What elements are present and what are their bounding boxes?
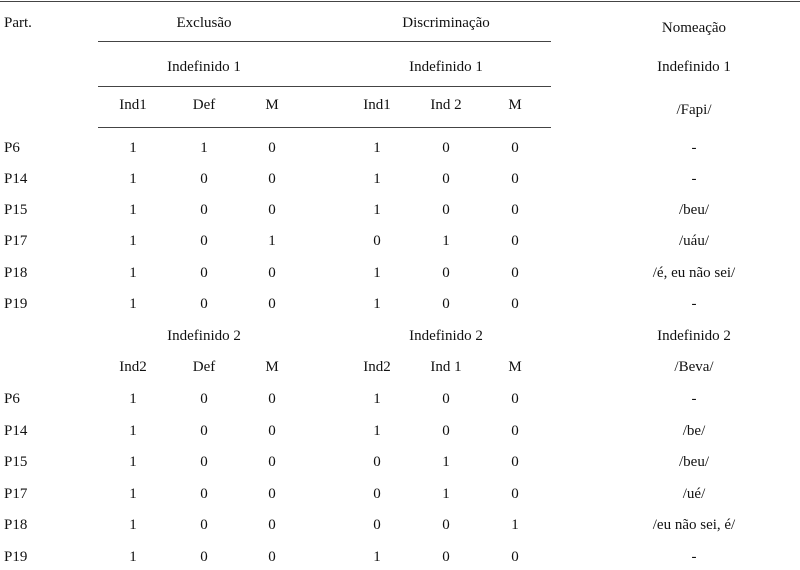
table-cell: 0 [268,517,276,533]
table-cell: 0 [442,202,450,218]
block1-col-header: M [265,97,279,113]
table-cell: 1 [129,391,137,407]
table-cell: 0 [442,391,450,407]
block1-col-header: Ind 2 [430,97,462,113]
table-cell: 0 [511,454,519,470]
table-row-participant: P15 [4,202,28,218]
table-cell: 0 [268,265,276,281]
table-cell: 1 [268,233,276,249]
table-cell: 0 [442,423,450,439]
table-cell: 1 [129,265,137,281]
block2-col-header: Ind2 [119,359,147,375]
table-cell: 0 [268,549,276,565]
block1-col-header: M [508,97,522,113]
block2-col-header: Ind 1 [430,359,462,375]
table-cell: 1 [442,486,450,502]
table-cell: 0 [268,140,276,156]
table-cell: 1 [373,296,381,312]
table-cell: 0 [200,233,208,249]
table-cell: 1 [129,140,137,156]
table-row-participant: P15 [4,454,28,470]
table-cell: 0 [268,486,276,502]
table-cell: 0 [268,454,276,470]
table-cell: 0 [200,486,208,502]
table-cell: 0 [511,486,519,502]
table-cell-naming: /be/ [682,423,706,439]
table-cell: 0 [511,265,519,281]
table-cell: 0 [200,423,208,439]
header-naming: Nomeação [661,20,727,36]
table-cell-naming: /beu/ [679,454,709,470]
table-cell: 1 [511,517,519,533]
table-cell: 1 [129,202,137,218]
block1-colheader-rule [98,127,551,128]
header-discrimination: Discriminação [402,15,490,31]
table-cell: 0 [511,391,519,407]
table-cell: 0 [442,549,450,565]
table-cell: 0 [442,140,450,156]
table-cell: 0 [200,549,208,565]
table-cell: 0 [200,391,208,407]
table-cell: 1 [373,140,381,156]
table-cell: 1 [442,233,450,249]
block1-discrimination-title: Indefinido 1 [409,59,483,75]
table-cell: 1 [373,202,381,218]
table-cell: 0 [268,423,276,439]
table-cell: 0 [200,454,208,470]
block2-col-header: M [508,359,522,375]
table-cell: 1 [442,454,450,470]
table-cell-naming: /ué/ [682,486,706,502]
table-cell: 0 [373,454,381,470]
header-participant: Part. [4,15,32,31]
block2-col-header: Ind2 [363,359,391,375]
table-cell: 0 [442,517,450,533]
table-cell-naming: /eu não sei, é/ [652,517,736,533]
table-cell-naming: - [691,140,697,156]
table-cell: 0 [373,486,381,502]
block1-col-header: Ind1 [119,97,147,113]
table-cell: 1 [129,171,137,187]
table-cell: 0 [200,202,208,218]
table-cell-naming: - [691,549,697,565]
table-cell: 0 [511,202,519,218]
block1-title-rule [98,86,551,87]
table-cell: 0 [442,265,450,281]
table-cell: 0 [268,296,276,312]
table-row-participant: P17 [4,233,28,249]
table-cell: 0 [442,296,450,312]
table-cell: 0 [200,517,208,533]
table-cell: 1 [373,171,381,187]
table-cell-naming: - [691,296,697,312]
table-row-participant: P18 [4,265,28,281]
table-cell: 0 [511,233,519,249]
block1-col-header: Def [192,97,216,113]
block1-col-header: Ind1 [363,97,391,113]
table-row-participant: P19 [4,296,28,312]
table-cell: 0 [268,202,276,218]
table-row-participant: P19 [4,549,28,565]
table-cell: 1 [200,140,208,156]
table-cell: 1 [129,233,137,249]
header-group-rule [98,41,551,42]
block2-exclusion-title: Indefinido 2 [167,328,241,344]
block1-naming-target: /Fapi/ [676,102,712,118]
table-cell: 0 [268,171,276,187]
table-row-participant: P14 [4,423,28,439]
table-row-participant: P17 [4,486,28,502]
table-cell-naming: /beu/ [679,202,709,218]
table-cell: 1 [373,265,381,281]
header-exclusion: Exclusão [176,15,232,31]
block2-col-header: Def [192,359,216,375]
table-cell: 1 [373,549,381,565]
table-cell: 0 [200,265,208,281]
block2-naming-title: Indefinido 2 [657,328,731,344]
table-cell: 0 [511,296,519,312]
table-cell: 0 [373,233,381,249]
block2-discrimination-title: Indefinido 2 [409,328,483,344]
block2-col-header: M [265,359,279,375]
table-cell: 0 [268,391,276,407]
table-cell: 0 [200,171,208,187]
table-cell: 1 [129,517,137,533]
table-cell: 1 [129,486,137,502]
table-cell: 0 [511,549,519,565]
table-cell: 0 [200,296,208,312]
table-row-participant: P6 [4,391,20,407]
table-top-rule [0,1,800,2]
table-cell-naming: /é, eu não sei/ [652,265,736,281]
table-row-participant: P6 [4,140,20,156]
table-cell: 1 [129,454,137,470]
table-cell: 0 [511,171,519,187]
table-cell: 0 [373,517,381,533]
block2-naming-target: /Beva/ [674,359,714,375]
table-cell: 0 [511,140,519,156]
table-cell: 1 [129,549,137,565]
table-cell-naming: - [691,171,697,187]
table-cell: 1 [373,391,381,407]
table-cell: 1 [129,296,137,312]
block1-exclusion-title: Indefinido 1 [167,59,241,75]
table-cell-naming: - [691,391,697,407]
table-row-participant: P18 [4,517,28,533]
table-row-participant: P14 [4,171,28,187]
table-cell-naming: /uáu/ [679,233,709,249]
table-cell: 1 [129,423,137,439]
table-cell: 0 [442,171,450,187]
table-cell: 0 [511,423,519,439]
table-cell: 1 [373,423,381,439]
block1-naming-title: Indefinido 1 [657,59,731,75]
